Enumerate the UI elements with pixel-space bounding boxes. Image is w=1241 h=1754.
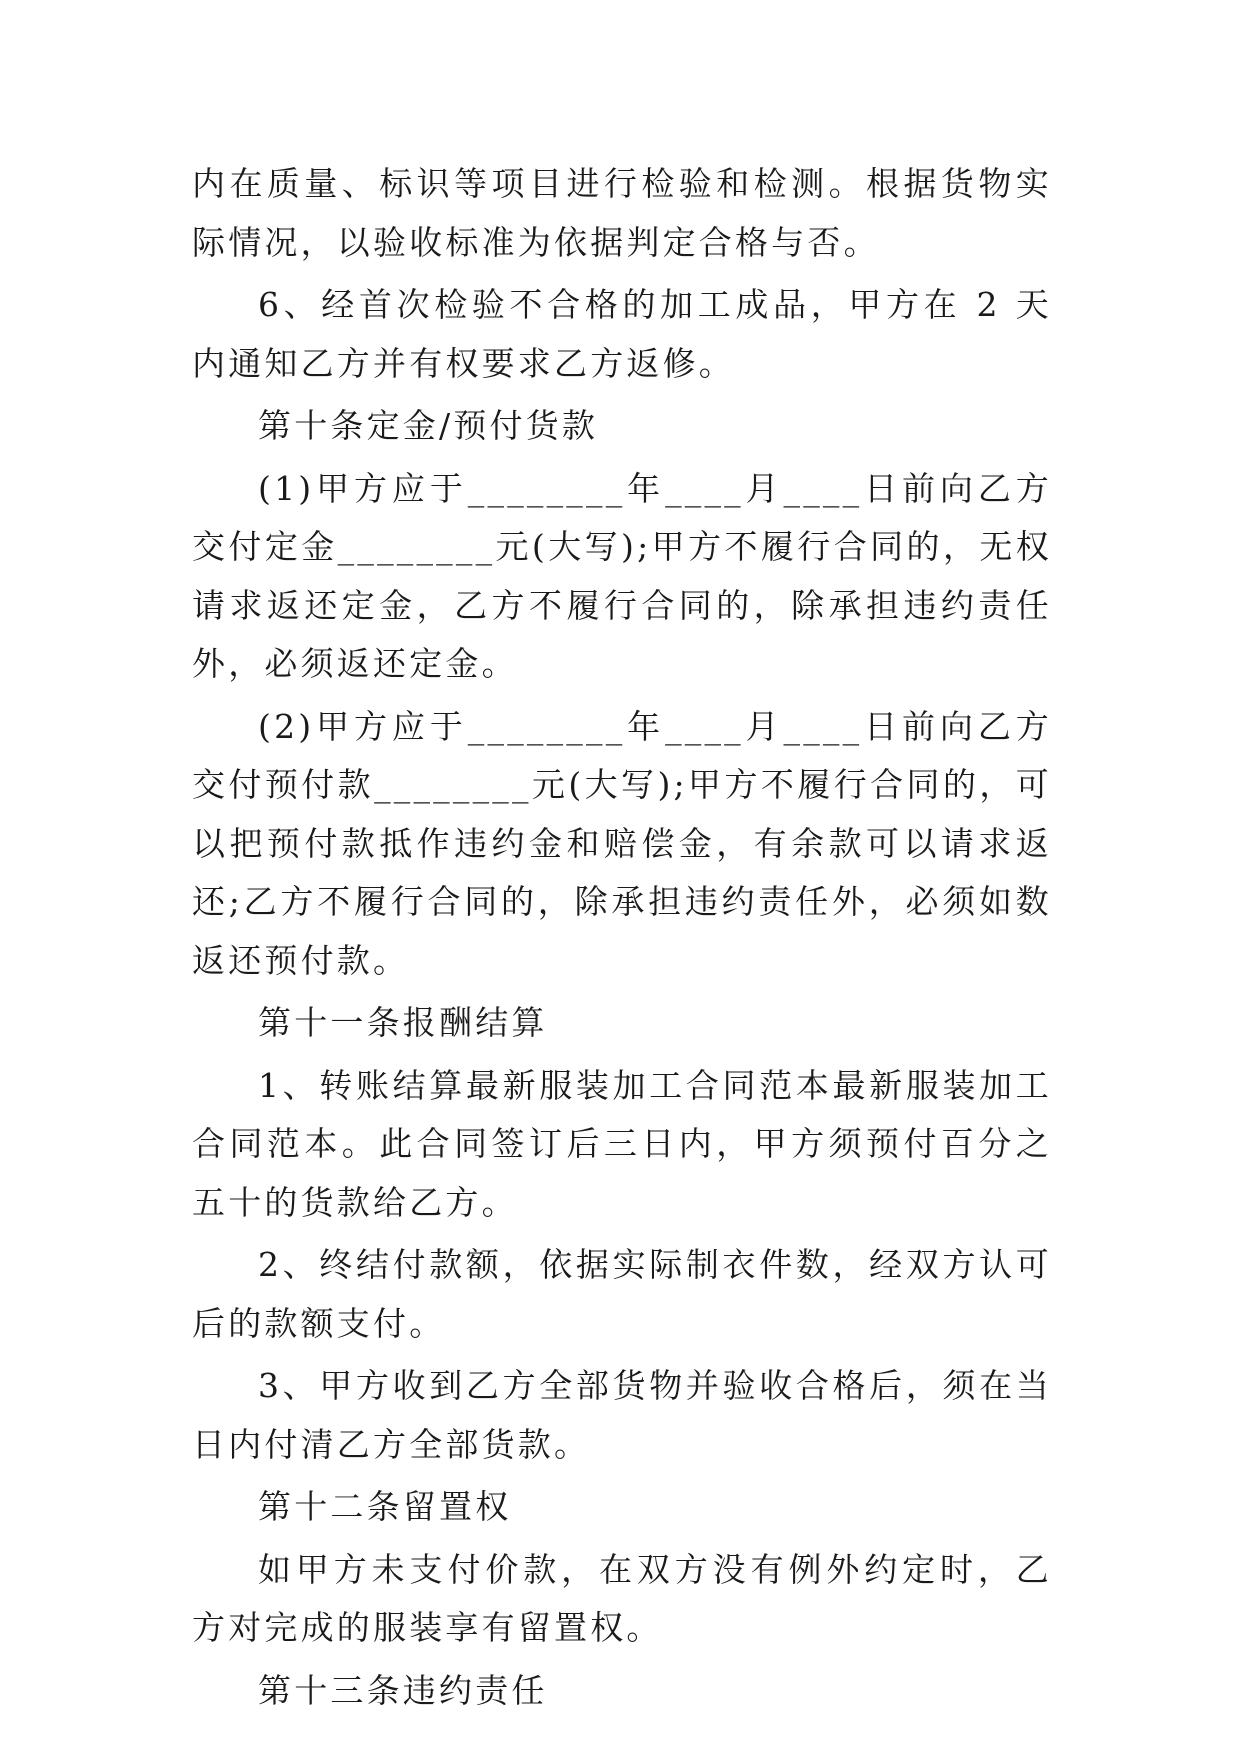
paragraph-clause-6: 6、经首次检验不合格的加工成品，甲方在 2 天内通知乙方并有权要求乙方返修。 [192,285,1052,383]
paragraph-lien: 如甲方未支付价款，在双方没有例外约定时，乙方对完成的服装享有留置权。 [192,1549,1052,1647]
heading-article-12: 第十二条留置权 [258,1487,512,1526]
paragraph-settlement-1: 1、转账结算最新服装加工合同范本最新服装加工合同范本。此合同签订后三日内，甲方须预付百分之五十的货款给乙方。 [192,1065,1052,1222]
paragraph-quality-inspection: 内在质量、标识等项目进行检验和检测。根据货物实际情况，以验收标准为依据判定合格与否。 [192,164,1052,262]
paragraph-settlement-3: 3、甲方收到乙方全部货物并验收合格后，须在当日内付清乙方全部货款。 [192,1366,1052,1464]
paragraph-settlement-2: 2、终结付款额，依据实际制衣件数，经双方认可后的款额支付。 [192,1245,1052,1343]
heading-article-11: 第十一条报酬结算 [258,1003,548,1042]
document-body [192,155,1052,1720]
paragraph-prepayment-2: (2)甲方应于________年____月____日前向乙方交付预付款________元(大写);甲方不履行合同的，可以把预付款抵作违约金和赔偿金，有余款可以请求返还;乙方不履行合同的，除承担违约责任外，必须如数返还预付款。 [192,706,1052,980]
heading-article-10: 第十条定金/预付货款 [258,406,599,445]
paragraph-deposit-1: (1)甲方应于________年____月____日前向乙方交付定金________元(大写);甲方不履行合同的，无权请求返还定金，乙方不履行合同的，除承担违约责任外，必须返还定金。 [192,468,1052,683]
heading-article-13: 第十三条违约责任 [258,1670,548,1710]
